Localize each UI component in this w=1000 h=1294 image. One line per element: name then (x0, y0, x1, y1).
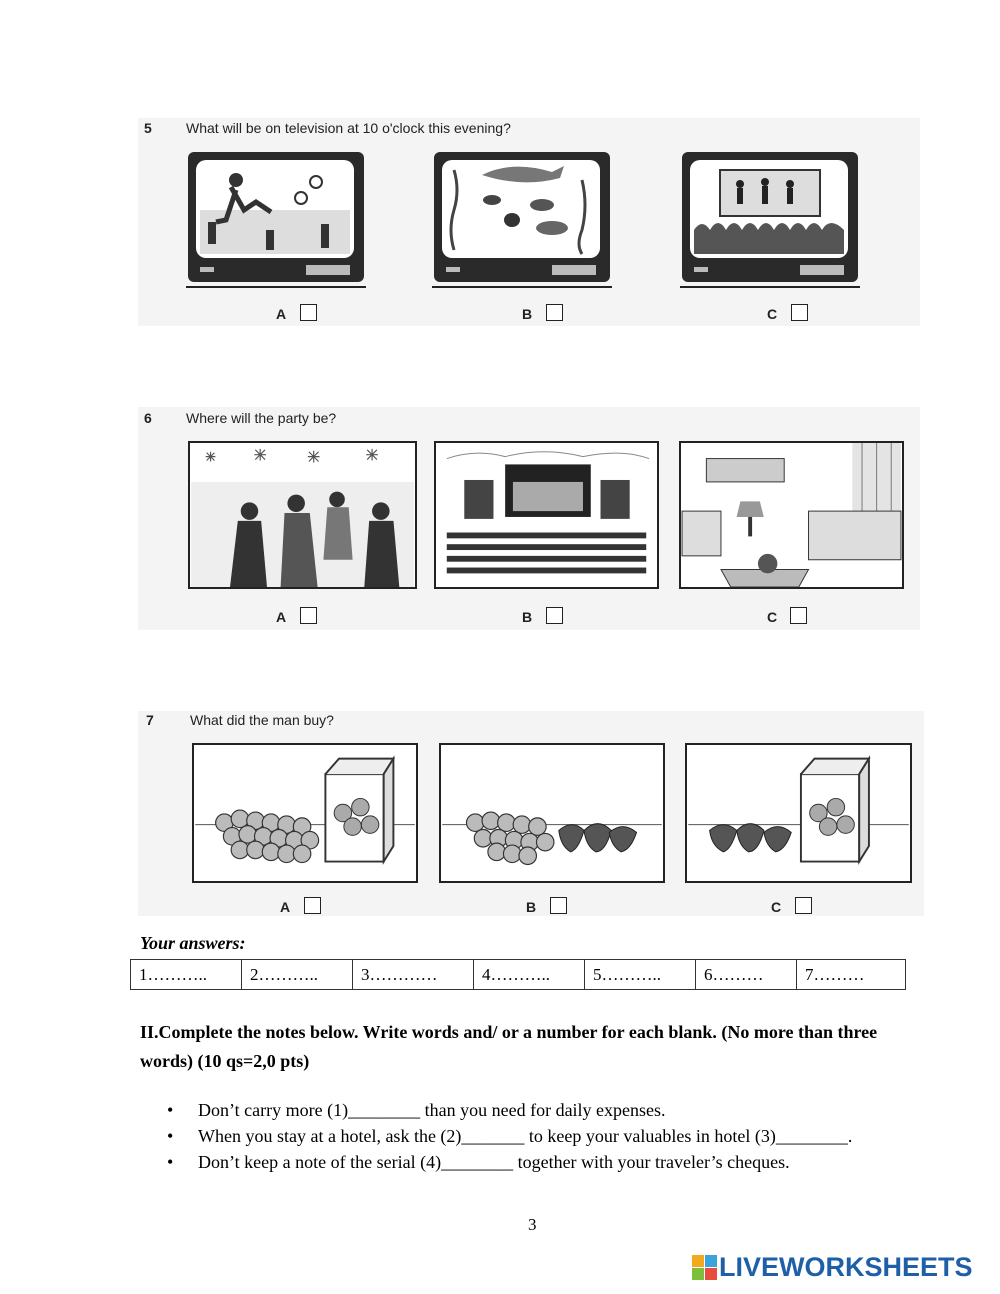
bullet: • (167, 1126, 174, 1146)
note-text: Don’t carry more (1)________ than you need for daily expenses. (198, 1100, 666, 1120)
option-c-image-strawberries-juice (685, 743, 912, 883)
stage-icon (436, 443, 657, 587)
tv-football-icon (186, 150, 366, 290)
question-7-panel (138, 711, 924, 916)
option-b-checkbox[interactable] (546, 607, 563, 624)
logo-grid-icon (692, 1255, 717, 1280)
question-text: Where will the party be? (186, 410, 337, 426)
option-c-checkbox[interactable] (791, 304, 808, 321)
option-a-label: A (276, 609, 287, 625)
note-text: Don’t keep a note of the serial (4)________ together with your traveler’s cheques. (198, 1152, 790, 1172)
list-item (165, 1149, 925, 1175)
notes-list (165, 1097, 925, 1175)
question-text: What did the man buy? (190, 712, 334, 728)
option-b-checkbox[interactable] (546, 304, 563, 321)
page-number: 3 (528, 1215, 537, 1234)
option-b-label: B (522, 306, 533, 322)
question-number: 5 (144, 120, 152, 136)
option-a-image-football-tv (186, 150, 366, 290)
party-icon (190, 443, 415, 587)
grapes-juice-icon (194, 745, 416, 881)
answers-table (130, 959, 906, 990)
answer-cell-4[interactable]: 4……….. (474, 960, 585, 990)
note-text: When you stay at a hotel, ask the (2)_______ to keep your valuables in hotel (3)________. (198, 1126, 853, 1146)
option-c-image-living-room (679, 441, 904, 589)
answer-cell-7[interactable]: 7……… (797, 960, 906, 990)
answers-label: Your answers: (140, 933, 246, 953)
option-c-label: C (771, 899, 782, 915)
question-number: 6 (144, 410, 152, 426)
strawberries-juice-icon (687, 745, 910, 881)
question-number: 7 (146, 712, 154, 728)
section-2-heading: II.Complete the notes below. Write words and/ or a number for each blank. (No more than three words) (10 qs=2,0 pts) (140, 1022, 878, 1071)
option-c-label: C (767, 306, 778, 322)
bullet: • (167, 1152, 174, 1172)
question-text: What will be on television at 10 o'clock this evening? (186, 120, 511, 136)
option-b-image-fish-tv (432, 150, 612, 290)
option-a-image-party-room (188, 441, 417, 589)
option-a-label: A (276, 306, 287, 322)
grapes-strawberries-icon (441, 745, 663, 881)
option-c-label: C (767, 609, 778, 625)
option-a-checkbox[interactable] (300, 304, 317, 321)
option-b-image-grapes-strawberries (439, 743, 665, 883)
option-b-label: B (522, 609, 533, 625)
option-a-checkbox[interactable] (304, 897, 321, 914)
brand-name: LIVEWORKSHEETS (719, 1252, 973, 1282)
answer-cell-3[interactable]: 3………… (353, 960, 474, 990)
question-6-panel (138, 407, 920, 630)
question-5-panel (138, 118, 920, 326)
option-a-image-grapes-juice (192, 743, 418, 883)
option-b-image-outdoor-stage (434, 441, 659, 589)
list-item (165, 1123, 925, 1149)
option-a-label: A (280, 899, 291, 915)
answer-cell-6[interactable]: 6……… (696, 960, 797, 990)
option-c-image-concert-tv (680, 150, 860, 290)
liveworksheets-logo (692, 1252, 973, 1283)
answer-cell-2[interactable]: 2……….. (242, 960, 353, 990)
answer-cell-5[interactable]: 5……….. (585, 960, 696, 990)
list-item (165, 1097, 925, 1123)
option-b-checkbox[interactable] (550, 897, 567, 914)
answer-cell-1[interactable]: 1……….. (131, 960, 242, 990)
bullet: • (167, 1100, 174, 1120)
option-c-checkbox[interactable] (790, 607, 807, 624)
living-room-icon (681, 443, 902, 587)
option-b-label: B (526, 899, 537, 915)
option-c-checkbox[interactable] (795, 897, 812, 914)
tv-fish-icon (432, 150, 612, 290)
option-a-checkbox[interactable] (300, 607, 317, 624)
tv-concert-icon (680, 150, 860, 290)
